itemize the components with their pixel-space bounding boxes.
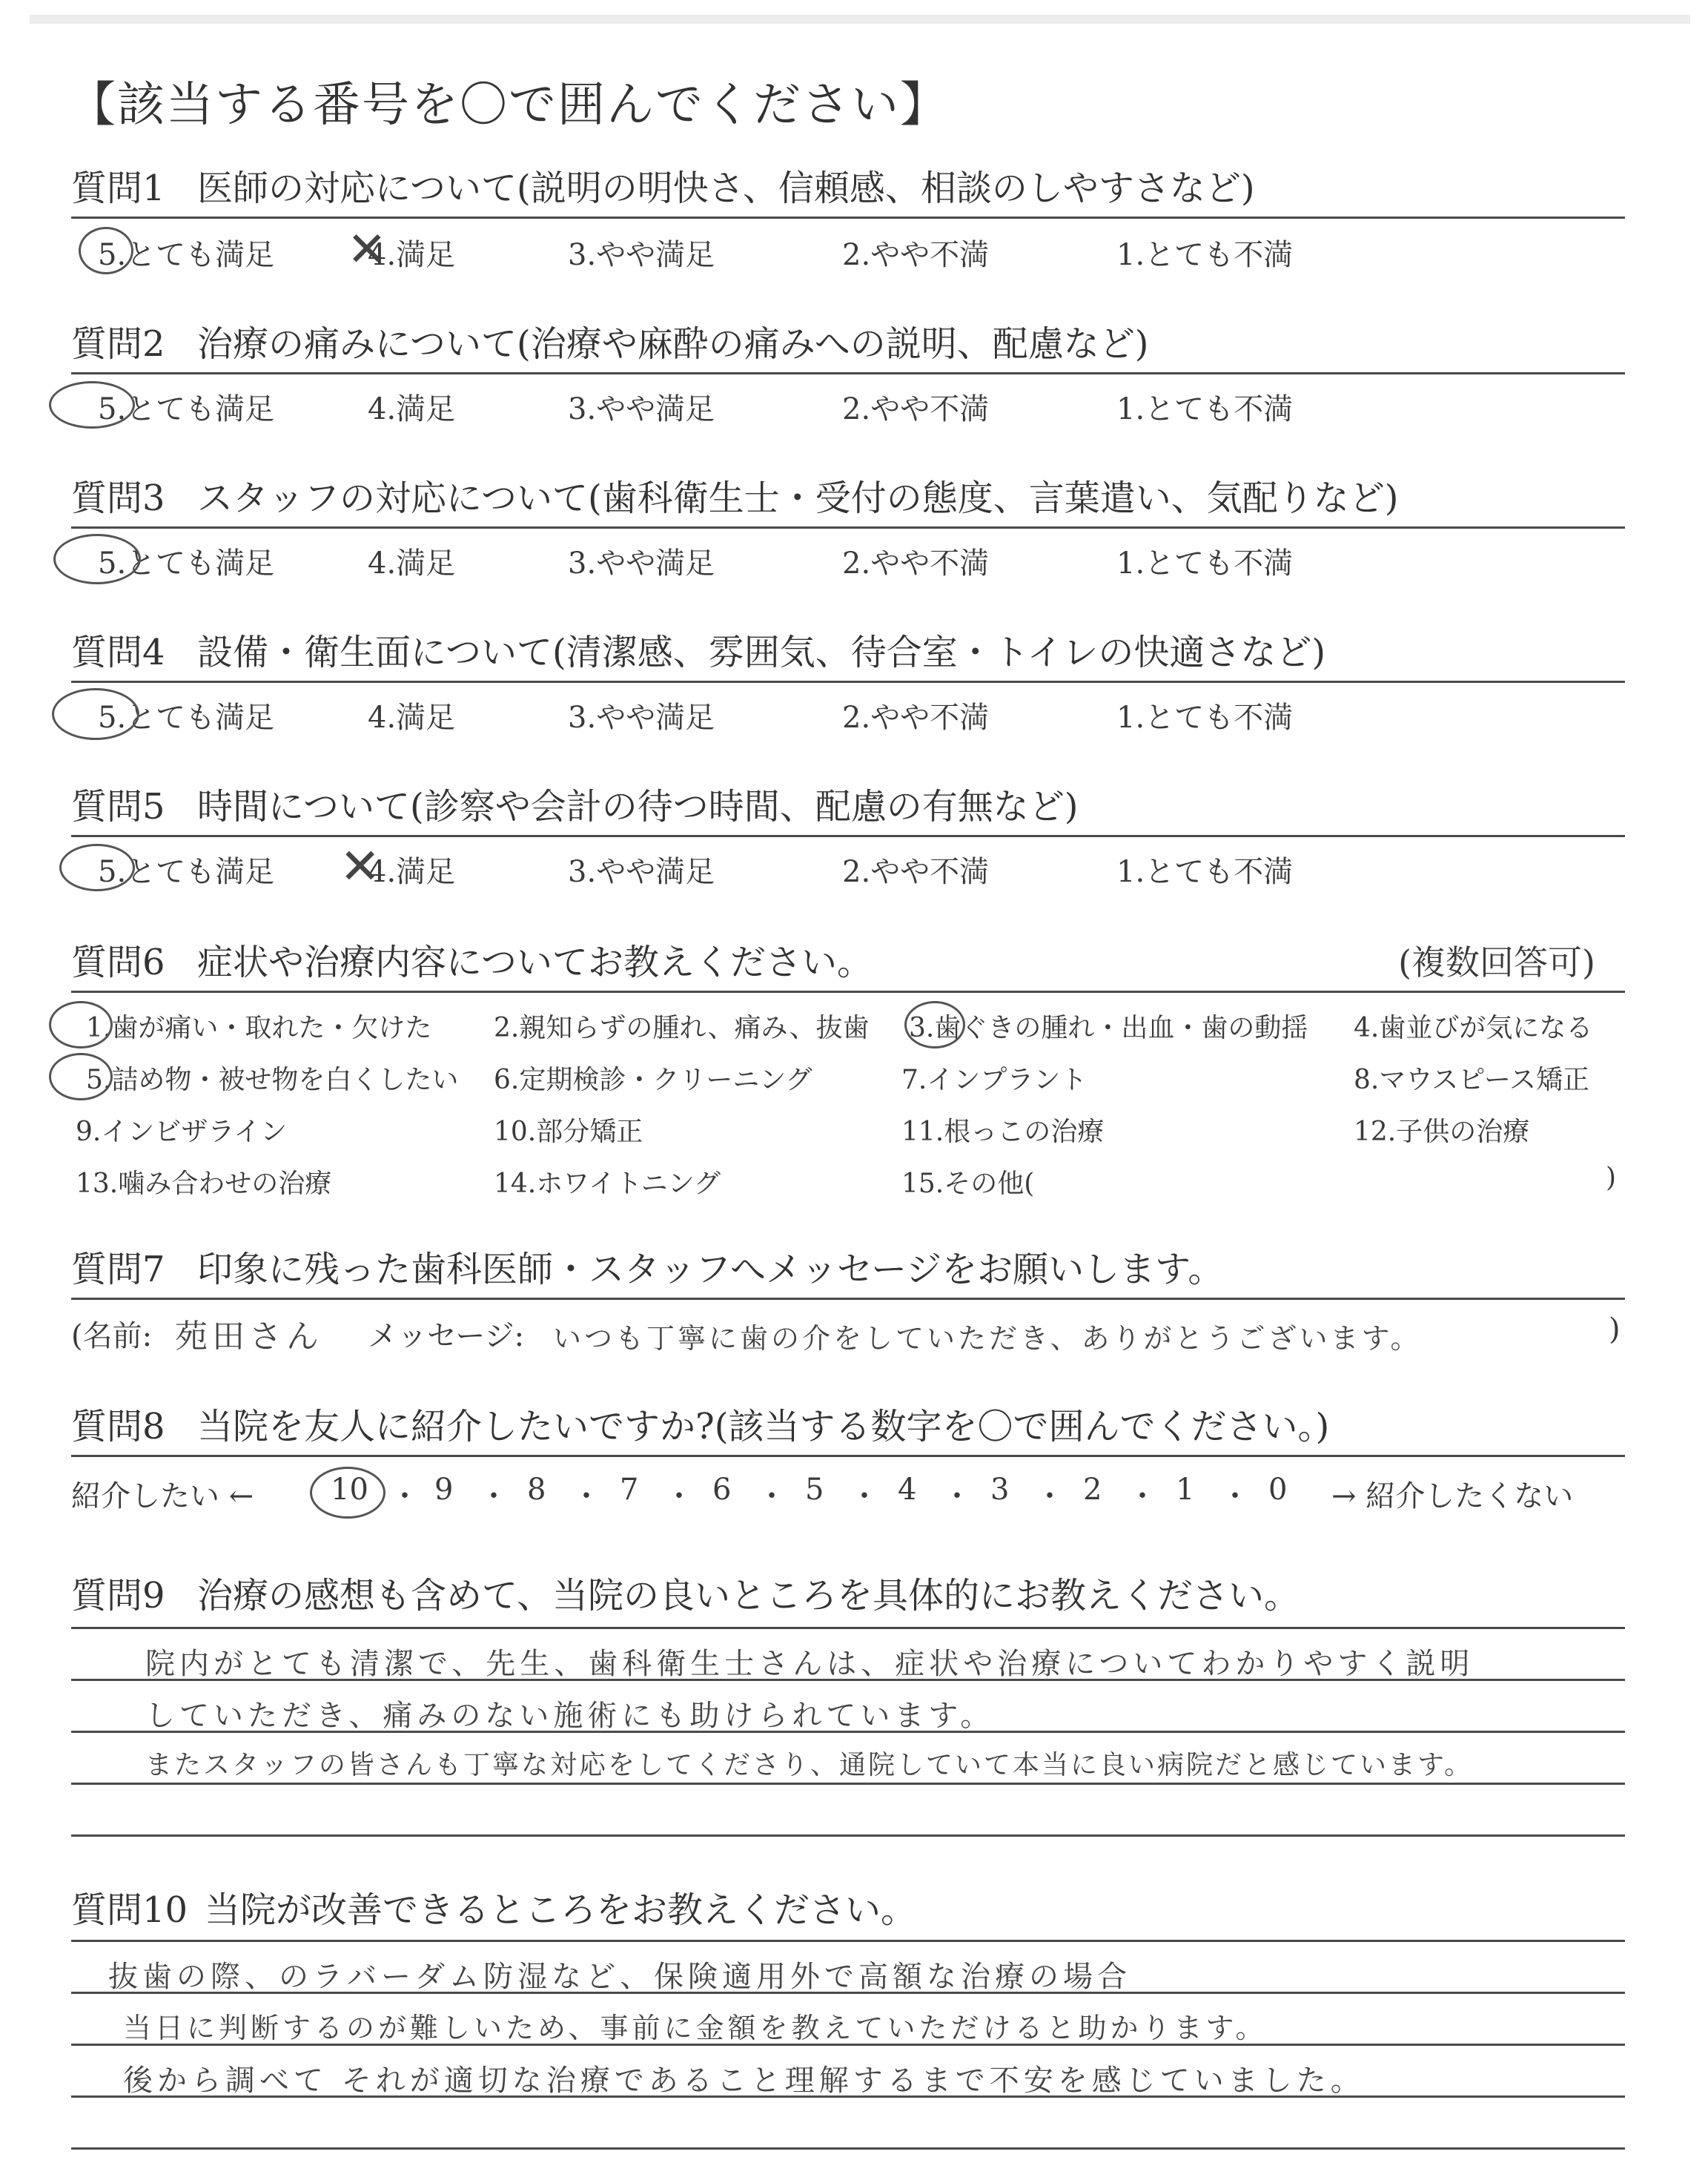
symptom-option-2[interactable]: 2.親知らずの腫れ、痛み、抜歯 <box>494 1013 870 1043</box>
message-label: メッセージ: <box>368 1319 525 1353</box>
option-3[interactable]: 3.やや満足 <box>568 855 715 889</box>
option-2[interactable]: 2.やや不満 <box>842 546 990 581</box>
question-7 <box>71 1246 1625 1355</box>
scale-0[interactable]: 0 <box>1268 1473 1288 1507</box>
question-heading <box>71 475 1625 522</box>
option-1[interactable]: 1.とても不満 <box>1116 701 1294 735</box>
option-1[interactable]: 1.とても不満 <box>1116 238 1294 272</box>
circle-mark <box>53 534 141 584</box>
option-5[interactable]: 5.とても満足 <box>98 546 275 581</box>
option-2[interactable]: 2.やや不満 <box>842 701 990 735</box>
message-close-paren: ) <box>1609 1312 1621 1347</box>
question-heading <box>71 939 1625 986</box>
option-4[interactable]: 4.満足 <box>368 546 456 581</box>
question-number: 質問9 <box>71 1575 165 1616</box>
circle-mark <box>49 381 135 429</box>
option-2[interactable]: 2.やや不満 <box>842 855 990 889</box>
answer-rule <box>71 1298 1625 1300</box>
question-text: 医師の対応について(説明の明快さ、信頼感、相談のしやすさなど) <box>197 168 1255 209</box>
message-handwritten[interactable]: いつも丁寧に歯の介をしていただき、ありがとうございます。 <box>553 1322 1422 1355</box>
question-4 <box>71 629 1625 735</box>
question-5 <box>71 783 1625 895</box>
symptom-option-13[interactable]: 13.噛み合わせの治療 <box>76 1169 332 1199</box>
answer-handwritten-line[interactable]: 後から調べて それが適切な治療であること理解するまで不安を感じていました。 <box>123 2064 1365 2098</box>
question-heading <box>71 629 1625 676</box>
question-heading <box>71 1246 1625 1293</box>
option-5[interactable]: 5.とても満足 <box>98 238 275 272</box>
circle-mark <box>904 1001 965 1048</box>
circle-mark <box>310 1467 385 1519</box>
answer-handwritten-line[interactable]: またスタッフの皆さんも丁寧な対応をしてくださり、通院していて本当に良い病院だと感じています。 <box>145 1750 1474 1780</box>
scan-edge <box>30 15 1690 24</box>
answer-handwritten-line[interactable]: 院内がとても清潔で、先生、歯科衛生士さんは、症状や治療についてわかりやすく説明 <box>145 1647 1474 1681</box>
circle-mark <box>59 844 135 891</box>
writing-line <box>71 1627 1625 1629</box>
symptom-option-8[interactable]: 8.マウスピース矯正 <box>1354 1065 1590 1095</box>
question-number: 質問3 <box>71 478 165 519</box>
symptom-option-11[interactable]: 11.根っこの治療 <box>901 1117 1105 1147</box>
answer-options <box>71 838 1625 895</box>
scale-1[interactable]: 1 <box>1176 1473 1195 1507</box>
answer-rule <box>71 1455 1625 1457</box>
circle-mark <box>49 1001 113 1048</box>
answer-options <box>71 222 1625 277</box>
question-text: 治療の痛みについて(治療や麻酔の痛みへの説明、配慮など) <box>197 323 1149 365</box>
option-1[interactable]: 1.とても不満 <box>1116 546 1294 581</box>
option-2[interactable]: 2.やや不満 <box>842 238 990 272</box>
scale-10[interactable]: 10 <box>331 1473 368 1507</box>
question-1 <box>71 165 1625 277</box>
symptom-option-5[interactable]: 5.詰め物・被せ物を白くしたい <box>86 1065 459 1095</box>
answer-options <box>71 694 1625 736</box>
question-text: 当院が改善できるところをお教えください。 <box>205 1889 917 1931</box>
scale-9[interactable]: 9 <box>434 1473 454 1507</box>
question-text: 設備・衛生面について(清潔感、雰囲気、待合室・トイレの快適さなど) <box>197 632 1326 673</box>
scale-6[interactable]: 6 <box>712 1473 732 1507</box>
scale-right-label: → 紹介したくない <box>1331 1479 1574 1513</box>
question-9 <box>71 1572 1625 1780</box>
answer-handwritten-line[interactable]: 抜歯の際、のラバーダム防湿など、保険適用外で高額な治療の場合 <box>108 1960 1131 1994</box>
symptom-option-15[interactable]: 15.その他( <box>901 1169 1035 1199</box>
answer-options <box>71 540 1625 581</box>
scale-7[interactable]: 7 <box>620 1473 639 1507</box>
answer-rule <box>71 372 1625 374</box>
answer-rule <box>71 681 1625 683</box>
option-4[interactable]: 4.満足 <box>368 855 456 889</box>
option-3[interactable]: 3.やや満足 <box>568 546 715 581</box>
question-number: 質問5 <box>71 786 165 828</box>
scale-2[interactable]: 2 <box>1083 1473 1102 1507</box>
cross-mark-icon: ✕ <box>347 222 387 277</box>
symptom-option-1[interactable]: 1.歯が痛い・取れた・欠けた <box>86 1013 432 1043</box>
option-4[interactable]: 4.満足 <box>368 701 456 735</box>
circle-mark <box>49 1053 113 1100</box>
multiple-answer-note: (複数回答可) <box>1398 942 1595 982</box>
option-3[interactable]: 3.やや満足 <box>568 238 715 272</box>
option-4[interactable]: 4.満足 <box>368 392 456 426</box>
answer-rule <box>71 835 1625 837</box>
question-heading <box>71 320 1625 368</box>
answer-rule <box>71 217 1625 219</box>
question-number: 質問8 <box>71 1406 165 1447</box>
message-row <box>71 1312 1625 1364</box>
question-8 <box>71 1403 1625 1513</box>
answer-rule <box>71 526 1625 529</box>
writing-line <box>71 2147 1625 2150</box>
circle-mark <box>52 688 139 740</box>
question-heading <box>71 165 1625 212</box>
answer-options <box>71 386 1625 427</box>
name-handwritten[interactable]: 苑田さん <box>175 1318 323 1355</box>
question-text: 時間について(診察や会計の待つ時間、配慮の有無など) <box>197 786 1079 828</box>
writing-line <box>71 1783 1625 1785</box>
answer-handwritten-line[interactable]: していただき、痛みのない施術にも助けられています。 <box>145 1699 995 1733</box>
name-label: (名前: <box>71 1319 153 1353</box>
writing-line <box>71 1940 1625 1942</box>
writing-line <box>71 1834 1625 1837</box>
symptom-option-6[interactable]: 6.定期検診・クリーニング <box>494 1065 812 1095</box>
question-number: 質問2 <box>71 323 165 365</box>
option-3[interactable]: 3.やや満足 <box>568 392 715 426</box>
option-4[interactable]: 4.満足 <box>368 238 456 272</box>
option-5[interactable]: 5.とても満足 <box>98 855 275 889</box>
question-number: 質問10 <box>71 1889 188 1931</box>
recommend-scale: 紹介したい ← 10 ・ 9 ・ 8 ・ 7 ・ 6 ・ 5 ・ 4 ・ 3 ・ 2 ・ 1 ・ 0 → 紹介したくない <box>71 1473 1625 1517</box>
symptom-option-3[interactable]: 3.歯ぐきの腫れ・出血・歯の動揺 <box>909 1013 1308 1043</box>
question-2 <box>71 320 1625 426</box>
question-text: 印象に残った歯科医師・スタッフへメッセージをお願いします。 <box>197 1249 1224 1290</box>
question-text: 症状や治療内容についてお教えください。 <box>197 942 873 983</box>
circle-mark <box>79 227 133 274</box>
answer-handwritten-line[interactable]: 当日に判断するのが難しいため、事前に金額を教えていただけると助かります。 <box>123 2012 1268 2044</box>
option-3[interactable]: 3.やや満足 <box>568 701 715 735</box>
question-heading <box>71 1403 1625 1450</box>
question-number: 質問7 <box>71 1249 165 1290</box>
cross-mark-icon: ✕ <box>340 838 381 895</box>
symptom-options <box>71 1007 1625 1222</box>
question-number: 質問1 <box>71 168 165 209</box>
symptom-option-7[interactable]: 7.インプラント <box>901 1065 1088 1095</box>
question-text: 治療の感想も含めて、当院の良いところを具体的にお教えください。 <box>197 1575 1300 1616</box>
scale-5[interactable]: 5 <box>805 1473 824 1507</box>
question-heading <box>71 1886 1625 1934</box>
symptom-option-10[interactable]: 10.部分矯正 <box>494 1117 643 1147</box>
answer-rule <box>71 991 1625 993</box>
scale-left-label: 紹介したい ← <box>71 1479 254 1513</box>
symptom-option-9[interactable]: 9.インビザライン <box>76 1117 288 1147</box>
question-heading <box>71 783 1625 830</box>
option-5[interactable]: 5.とても満足 <box>98 701 275 735</box>
question-6 <box>71 939 1625 1199</box>
symptom-option-12[interactable]: 12.子供の治療 <box>1354 1117 1530 1147</box>
symptom-option-4[interactable]: 4.歯並びが気になる <box>1354 1013 1593 1043</box>
question-text: スタッフの対応について(歯科衛生士・受付の態度、言葉遣い、気配りなど) <box>197 478 1399 519</box>
option-1[interactable]: 1.とても不満 <box>1116 855 1294 889</box>
question-number: 質問6 <box>71 942 165 983</box>
option-5[interactable]: 5.とても満足 <box>98 392 275 426</box>
option-1[interactable]: 1.とても不満 <box>1116 392 1294 426</box>
other-close-paren: ) <box>1606 1163 1617 1193</box>
scale-4[interactable]: 4 <box>898 1473 917 1507</box>
question-text: 当院を友人に紹介したいですか?(該当する数字を〇で囲んでください。) <box>197 1406 1330 1447</box>
question-10 <box>71 1886 1625 2098</box>
question-3 <box>71 475 1625 581</box>
option-2[interactable]: 2.やや不満 <box>842 392 990 426</box>
page-title: 【該当する番号を〇で囲んでください】 <box>68 78 949 133</box>
scale-8[interactable]: 8 <box>527 1473 546 1507</box>
question-number: 質問4 <box>71 632 165 673</box>
scale-3[interactable]: 3 <box>990 1473 1010 1507</box>
question-heading <box>71 1572 1625 1619</box>
symptom-option-14[interactable]: 14.ホワイトニング <box>494 1169 721 1199</box>
